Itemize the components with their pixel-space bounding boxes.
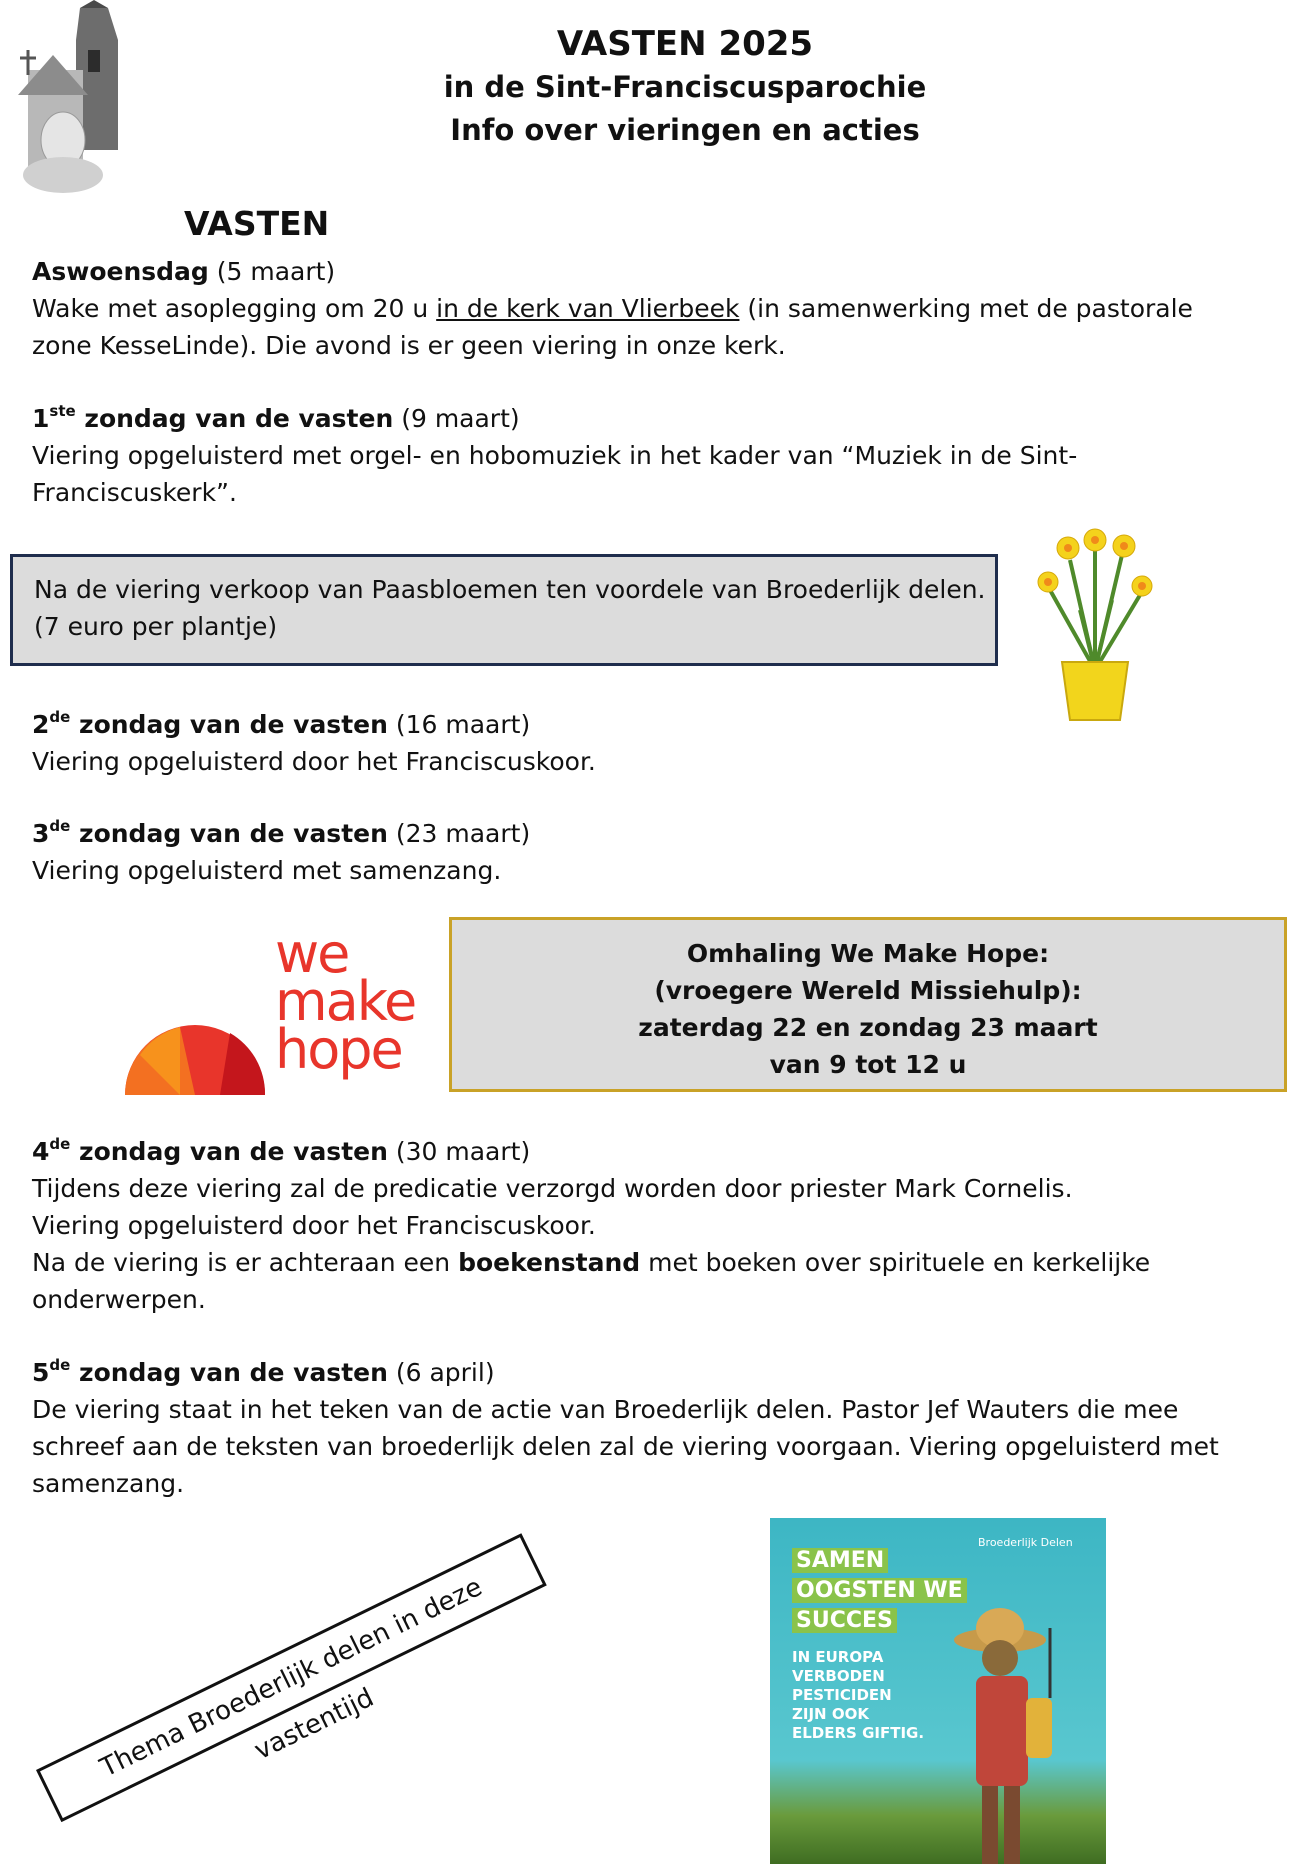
zondag-4-text-1: Tijdens deze viering zal de predicatie verzorgd worden door priester Mark Cornelis. [32, 1174, 1073, 1203]
zondag-5-text-2: schreef aan de teksten van broederlijk delen zal de viering voorgaan. Viering opgeluisterd met [32, 1432, 1219, 1461]
zondag-1-block [32, 400, 1262, 511]
zondag-5-block [32, 1354, 1282, 1502]
theme-label: Thema Broederlijk delen in deze vastentijd [36, 1533, 547, 1822]
poster-subtext: IN EUROPA VERBODEN PESTICIDEN ZIJN OOK ELDERS GIFTIG. [792, 1648, 925, 1742]
we-make-hope-logo [120, 922, 440, 1100]
zondag-4-heading: 4de zondag van de vasten (30 maart) [32, 1134, 531, 1166]
logo-word-make: make [275, 970, 416, 1033]
hope-box-line-2: (vroegere Wereld Missiehulp): [654, 976, 1082, 1005]
daffodil-image [1030, 520, 1160, 725]
aswoensdag-heading: Aswoensdag (5 maart) [32, 257, 336, 286]
logo-word-hope: hope [275, 1018, 402, 1081]
zondag-1-heading: 1ste zondag van de vasten (9 maart) [32, 401, 520, 433]
zondag-1-text-1: Viering opgeluisterd met orgel- en hobomuziek in het kader van “Muziek in de Sint- [32, 441, 1078, 470]
zondag-4-text-3: Na de viering is er achteraan een boekenstand met boeken over spirituele en kerkelijke [32, 1248, 1151, 1277]
aswoensdag-text-1: Wake met asoplegging om 20 u in de kerk van Vlierbeek (in samenwerking met de pastorale [32, 294, 1193, 323]
zondag-4-text-4: onderwerpen. [32, 1285, 206, 1314]
page-title [420, 22, 950, 152]
zondag-1-text-2: Franciscuskerk”. [32, 478, 237, 507]
poster-headline: SAMEN OOGSTEN WE SUCCES [792, 1546, 967, 1636]
title-line-1: VASTEN 2025 [556, 24, 814, 64]
logo-word-we: we [275, 922, 349, 985]
zondag-3-heading: 3de zondag van de vasten (23 maart) [32, 816, 531, 848]
hope-sun-icon [120, 975, 270, 1095]
broederlijk-delen-poster [770, 1518, 1106, 1864]
zondag-3-block [32, 815, 1262, 889]
zondag-5-text-3: samenzang. [32, 1469, 185, 1498]
zondag-5-heading: 5de zondag van de vasten (6 april) [32, 1355, 495, 1387]
hope-box-line-4: van 9 tot 12 u [769, 1050, 967, 1079]
aswoensdag-text-2: zone KesseLinde). Die avond is er geen viering in onze kerk. [32, 331, 786, 360]
zondag-4-text-2: Viering opgeluisterd door het Franciscuskoor. [32, 1211, 596, 1240]
zondag-5-text-1: De viering staat in het teken van de actie van Broederlijk delen. Pastor Jef Wauters die mee [32, 1395, 1179, 1424]
paasbloemen-text-1: Na de viering verkoop van Paasbloemen ten voordele van Broederlijk delen. [34, 575, 986, 604]
hope-box-line-3: zaterdag 22 en zondag 23 maart [638, 1013, 1098, 1042]
zondag-3-text-1: Viering opgeluisterd met samenzang. [32, 856, 502, 885]
zondag-2-heading: 2de zondag van de vasten (16 maart) [32, 707, 531, 739]
title-line-3: Info over vieringen en acties [450, 113, 920, 147]
church-logo [18, 0, 136, 195]
zondag-2-block [32, 706, 1262, 780]
aswoensdag-block [32, 253, 1262, 364]
poster-brand: Broederlijk Delen [978, 1536, 1073, 1549]
title-line-2: in de Sint-Franciscusparochie [443, 70, 927, 104]
zondag-4-block [32, 1133, 1272, 1318]
section-heading: VASTEN [184, 204, 330, 243]
paasbloemen-box [10, 554, 998, 666]
zondag-2-text-1: Viering opgeluisterd door het Franciscuskoor. [32, 747, 596, 776]
we-make-hope-box [449, 917, 1287, 1092]
hope-box-line-1: Omhaling We Make Hope: [686, 939, 1050, 968]
church-vlierbeek-link[interactable]: in de kerk van Vlierbeek [436, 294, 740, 323]
theme-label-wrapper [26, 1572, 606, 1784]
scarecrow-figure [940, 1588, 1080, 1864]
paasbloemen-text-2: (7 euro per plantje) [34, 612, 278, 641]
